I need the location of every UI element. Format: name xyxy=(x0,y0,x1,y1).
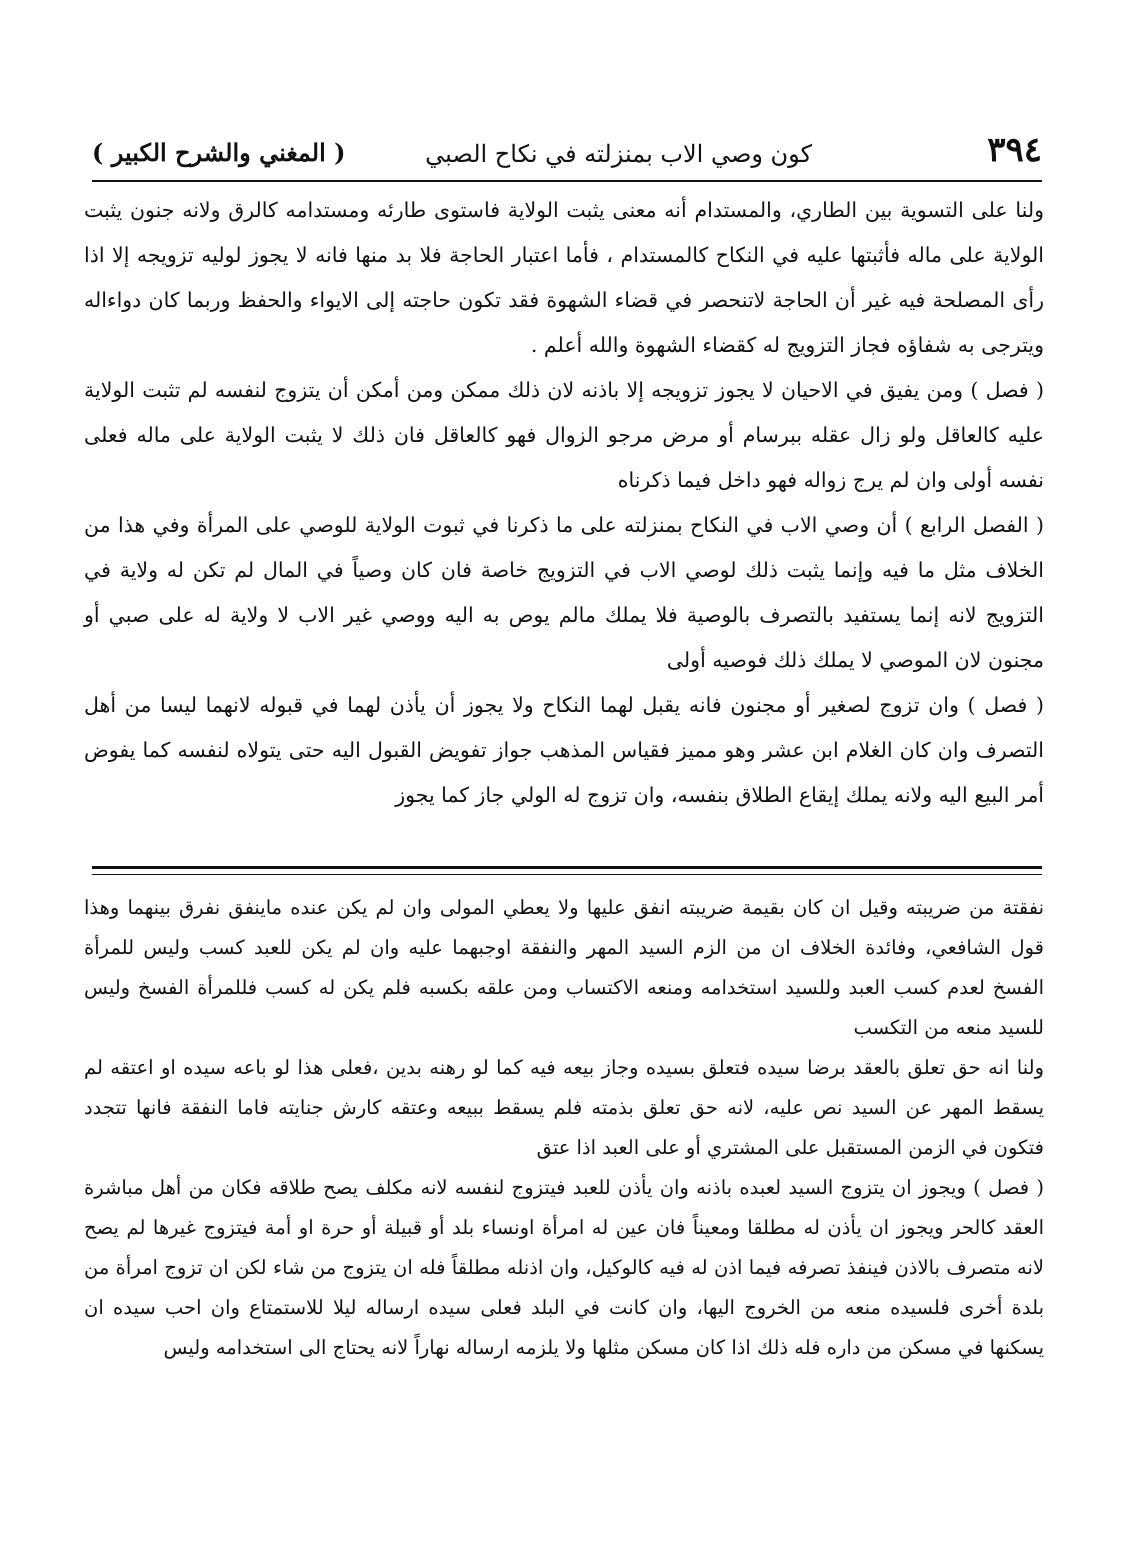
book-title: ( المغني والشرح الكبير ) xyxy=(92,138,346,167)
main-text xyxy=(84,188,1044,818)
main-paragraph: ( فصل ) وان تزوج لصغير أو مجنون فانه يقبل لهما النكاح ولا يجوز أن يأذن لهما في قبوله لانهما ليسا من أهل التصرف وان كان الغلام ابن عشر وهو مميز فقياس المذهب جواز تفويض القبول اليه حتى يتولاه لنفسه كما يفوض أمر البيع اليه ولانه يملك إيقاع الطلاق بنفسه، وان تزوج له الولي جاز كما يجوز xyxy=(84,693,1044,807)
running-title: كون وصي الاب بمنزلته في نكاح الصبي xyxy=(425,140,812,168)
main-paragraph: ولنا على التسوية بين الطاري، والمستدام أنه معنى يثبت الولاية فاستوى طارئه ومستدامه كالرق ولانه جنون يثبت الولاية على ماله فأثبتها عليه في النكاح كالمستدام ، فأما اعتبار الحاجة فلا بد منها فانه لا يجوز لوليه تزويجه إلا اذا رأى المصلحة فيه غير أن الحاجة لاتنحصر في قضاء الشهوة فقد تكون حاجته إلى الايواء والحفظ وربما كان دواءاله ويترجى به شفاؤه فجاز التزويج له كقضاء الشهوة والله أعلم . xyxy=(84,198,1044,357)
main-paragraph: ( الفصل الرابع ) أن وصي الاب في النكاح بمنزلته على ما ذكرنا في ثبوت الولاية للوصي على المرأة وفي هذا من الخلاف مثل ما فيه وإنما يثبت ذلك لوصي الاب في التزويج خاصة فان كان وصياً في المال لم تكن له ولاية في التزويج لانه إنما يستفيد بالتصرف بالوصية فلا يملك مالم يوص به اليه ووصي غير الاب لا ولاية له على صبي أو مجنون لان الموصي لا يملك ذلك فوصيه أولى xyxy=(84,513,1044,672)
footnote-separator xyxy=(92,866,1042,869)
commentary-paragraph: ( فصل ) ويجوز ان يتزوج السيد لعبده باذنه وان يأذن للعبد فيتزوج لنفسه لانه مكلف يصح طلاقه فكان من أهل مباشرة العقد كالحر ويجوز ان يأذن له مطلقا ومعيناً فان عين له امرأة اونساء بلد أو قبيلة أو حرة او أمة فيتزوج غيرها لم يصح لانه متصرف بالاذن فينفذ تصرفه فيما اذن له فيه كالوكيل، وان اذنله مطلقاً فله ان يتزوج من شاء لكن ان تزوج امرأة من بلدة أخرى فلسيده منعه من الخروج اليها، وان كانت في البلد فعلى سيده ارساله ليلا للاستمتاع وان احب سيده ان يسكنها في مسكن من داره فله ذلك اذا كان مسكن مثلها ولا يلزمه ارساله نهاراً لانه يحتاج الى استخدامه وليس xyxy=(84,1176,1044,1359)
commentary-paragraph: نفقتة من ضريبته وقيل ان كان بقيمة ضريبته انفق عليها ولا يعطي المولى وان لم يكن عنده ماينفق نفرق بينهما وهذا قول الشافعي، وفائدة الخلاف ان من الزم السيد المهر والنفقة اوجبهما عليه وان لم يكن للعبد كسب وليس للمرأة الفسخ لعدم كسب العبد وللسيد استخدامه ومنعه الاكتساب ومن علقه بكسبه فلم يكن له كسب فللمرأة الفسخ وليس للسيد منعه من التكسب xyxy=(84,896,1044,1039)
main-paragraph: ( فصل ) ومن يفيق في الاحيان لا يجوز تزويجه إلا باذنه لان ذلك ممكن ومن أمكن أن يتزوج لنفسه لم تثبت الولاية عليه كالعاقل ولو زال عقله ببرسام أو مرض مرجو الزوال فهو كالعاقل فان ذلك لا يثبت الولاية على ماله فعلى نفسه أولى وان لم يرج زواله فهو داخل فيما ذكرناه xyxy=(84,378,1044,492)
page-number: ٣٩٤ xyxy=(987,130,1042,170)
footnote-separator-thin xyxy=(92,874,1042,875)
commentary-paragraph: ولنا انه حق تعلق بالعقد برضا سيده فتعلق بسيده وجاز بيعه فيه كما لو رهنه بدين ،فعلى هذا لو باعه سيده او اعتقه لم يسقط المهر عن السيد نص عليه، لانه حق تعلق بذمته فلم يسقط ببيعه وعتقه كارش جنايته فاما النفقة فانها تتجدد فتكون في الزمن المستقبل على المشتري أو على العبد اذا عتق xyxy=(84,1056,1044,1159)
header-rule xyxy=(92,180,1042,182)
commentary-text xyxy=(84,888,1044,1368)
page-header xyxy=(92,130,1042,180)
